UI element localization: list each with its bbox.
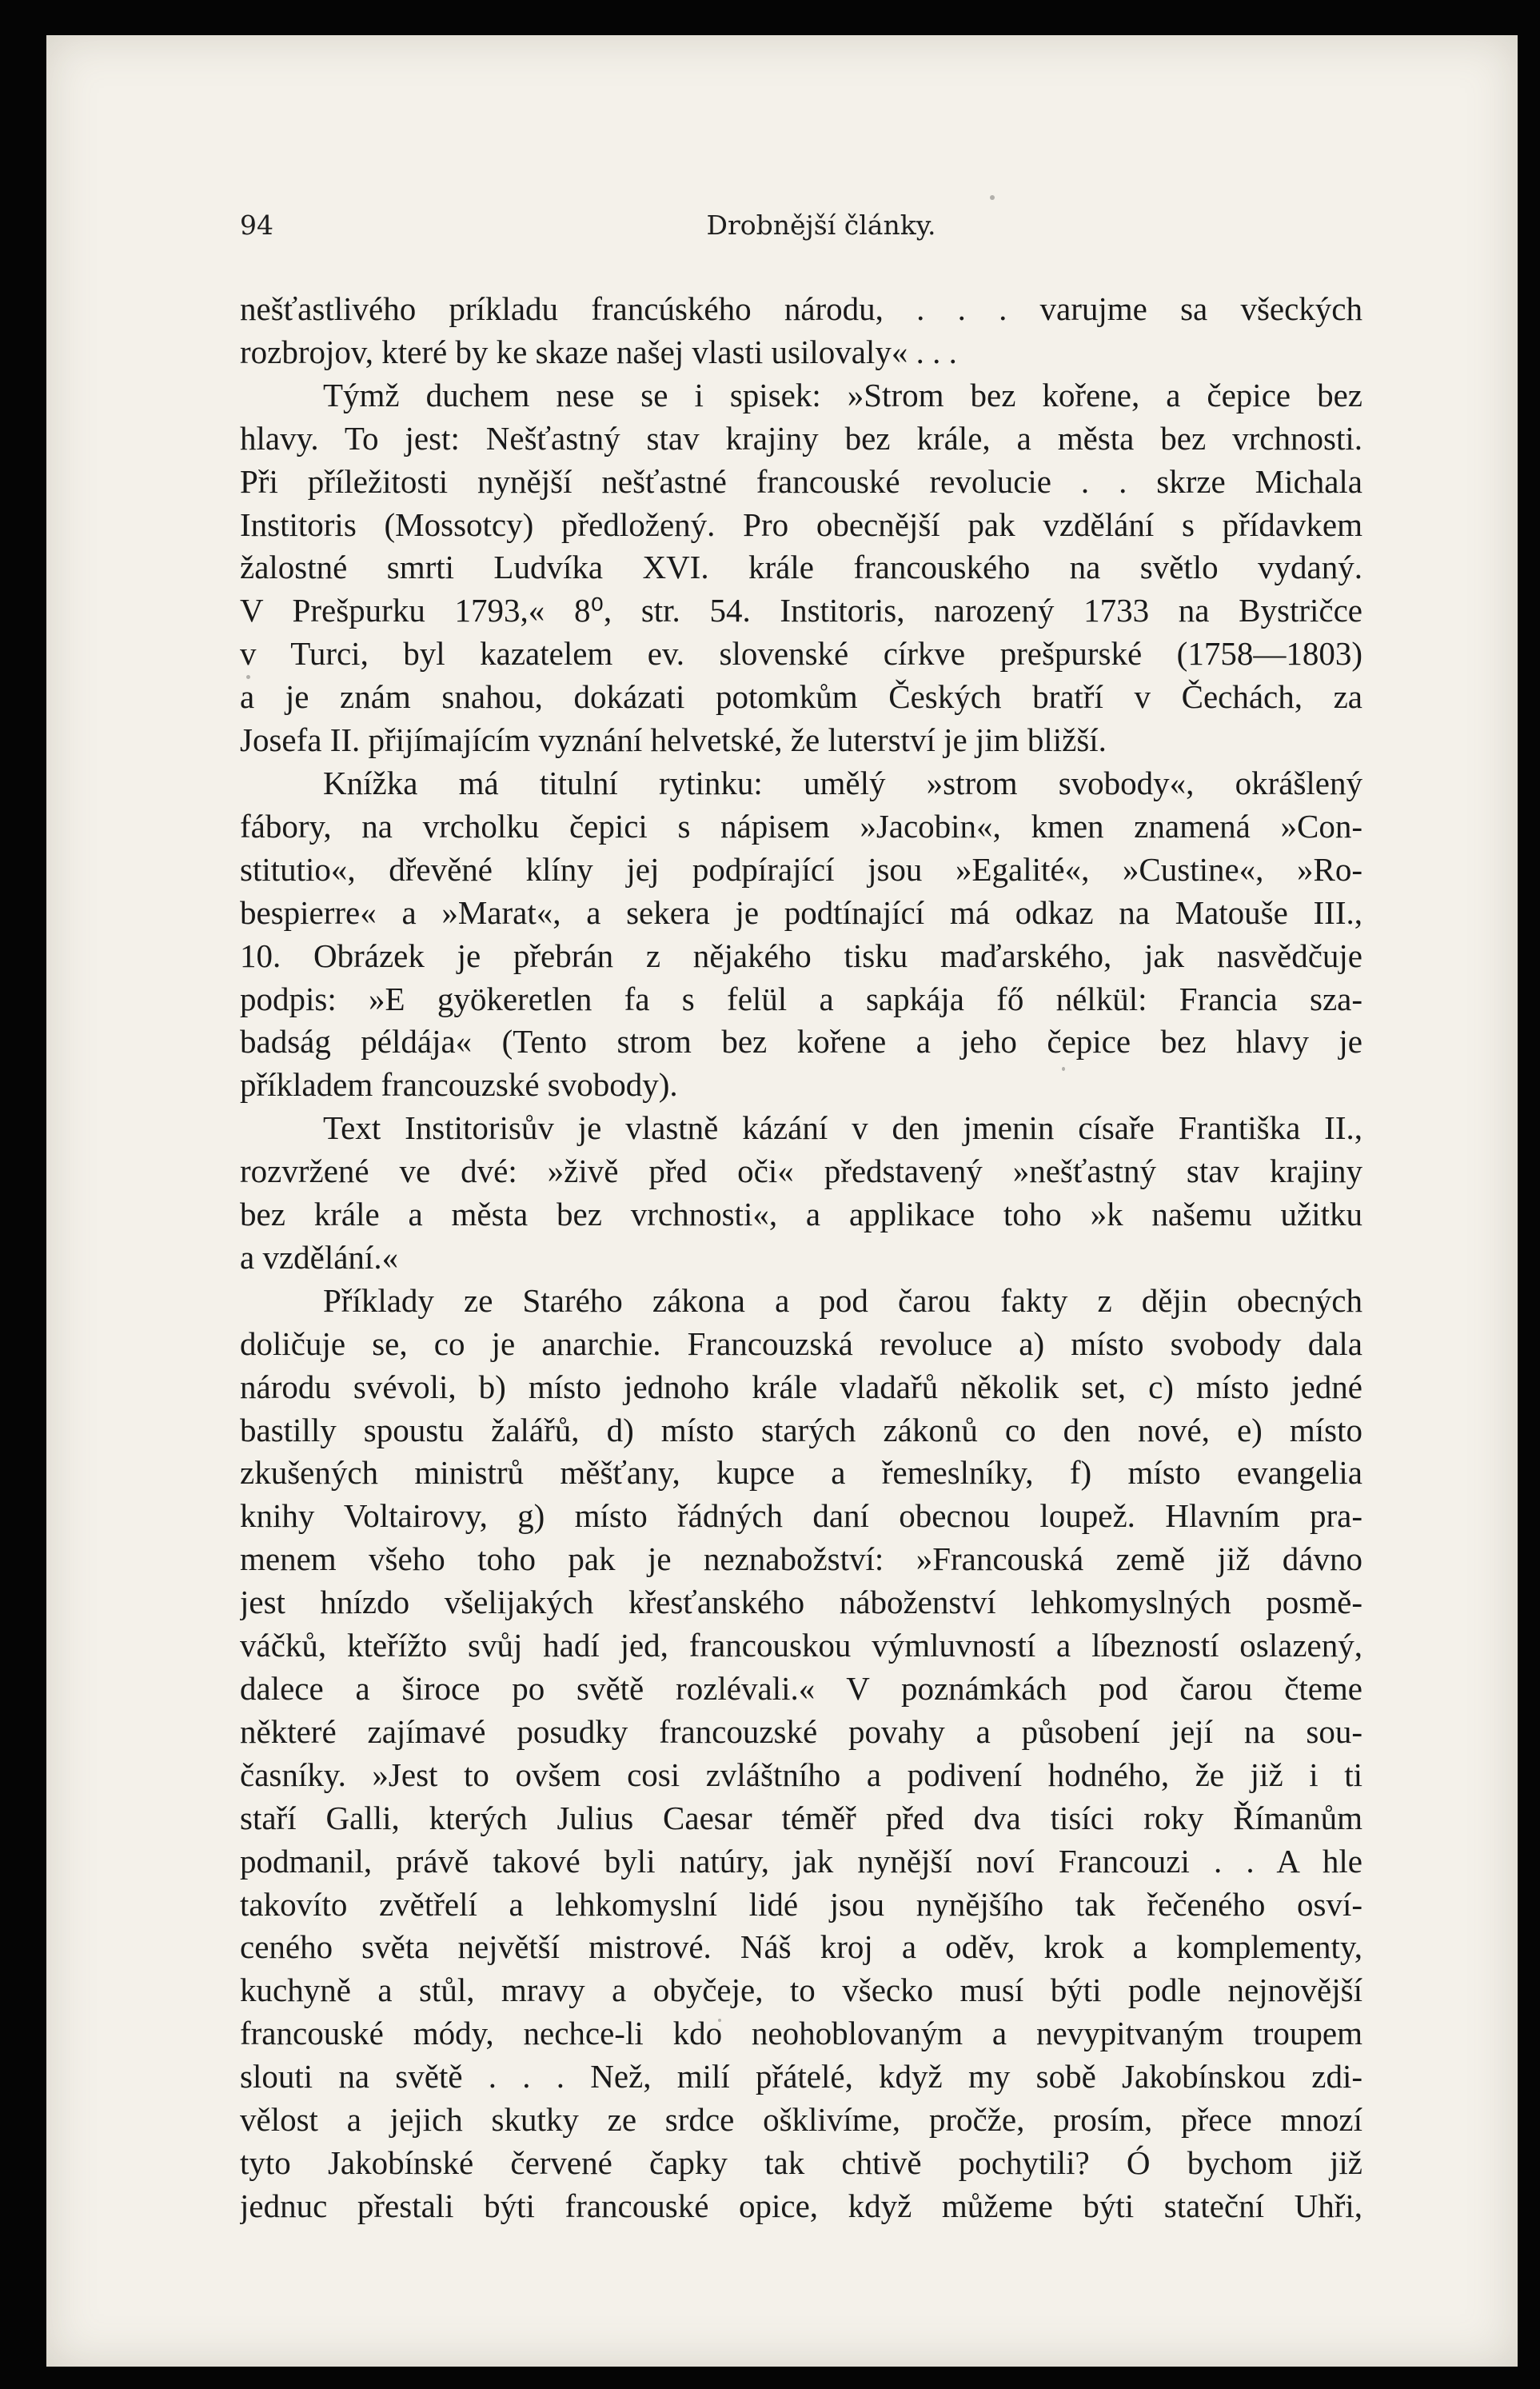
text-line: 10. Obrázek je přebrán z nějakého tisku maďarského, jak nasvědčuje [240,937,1362,974]
text-line: takovíto zvětřelí a lehkomyslní lidé jsou nynějšího tak řečeného osví- [240,1885,1362,1923]
text-line: ceného světa největší mistrové. Náš kroj a oděv, krok a komplementy, [240,1928,1362,1966]
text-line: podpis: »E gyökeretlen fa s felül a sapkája fő nélkül: Francia sza- [240,980,1362,1017]
text-line: rozbrojov, které by ke skaze našej vlasti usilovaly« . . . [240,333,957,370]
text-line: Týmž duchem nese se i spisek: »Strom bez kořene, a čepice bez [323,376,1362,413]
text-line: rozvržené ve dvé: »živě před oči« představený »nešťastný stav krajiny [240,1153,1362,1190]
text-line: Při příležitosti nynější nešťastné francouské revolucie . . skrze Michala [240,462,1362,500]
text-line: národu svévoli, b) místo jednoho krále vladařů několik set, c) místo jedné [240,1368,1362,1405]
text-line: menem všeho toho pak je neznabožství: »Francouská země již dávno [240,1540,1362,1578]
text-line: a je znám snahou, dokázati potomkům Českých bratří v Čechách, za [240,678,1362,716]
text-line: žalostné smrti Ludvíka XVI. krále francouského na světlo vydaný. [240,549,1362,586]
text-line: podmanil, právě takové byli natúry, jak nynější noví Francouzi . . A hle [240,1842,1362,1880]
text-line: jednuc přestali býti francouské opice, když můžeme býti stateční Uhři, [240,2187,1362,2224]
text-line: jest hnízdo všelijakých křesťanského náboženství lehkomyslných posmě- [240,1584,1362,1621]
text-line: v Turci, byl kazatelem ev. slovenské církve prešpurské (1758—1803) [240,635,1362,673]
text-line: hlavy. To jest: Nešťastný stav krajiny bez krále, a města bez vrchnosti. [240,419,1362,457]
text-line: bastilly spoustu žalářů, d) místo starých zákonů co den nové, e) místo [240,1411,1362,1448]
text-line: slouti na světě . . . Než, milí přátelé, když my sobě Jakobínskou zdi- [240,2058,1362,2095]
text-line: váčků, kteřížto svůj hadí jed, francouskou výmluvností a líbezností oslazený, [240,1627,1362,1664]
text-line: bespierre« a »Marat«, a sekera je podtínající má odkaz na Matouše III., [240,893,1362,931]
page-header [240,210,1402,258]
text-line: zkušených ministrů měšťany, kupce a řemeslníky, f) místo evangelia [240,1454,1362,1492]
text-line: V Prešpurku 1793,« 8⁰, str. 54. Institoris, narozený 1733 na Bystričce [240,592,1362,629]
text-line: francouské módy, nechce-li kdo neohoblovaným a nevypitvaným troupem [240,2015,1362,2052]
text-line: Josefa II. přijímajícím vyznání helvetské, že luterství je jim bližší. [240,721,1107,759]
text-line: Institoris (Mossotcy) předložený. Pro obecnější pak vzdělání s přídavkem [240,505,1362,543]
text-line: Text Institorisův je vlastně kázání v den jmenin císaře Františka II., [323,1109,1362,1147]
text-line: staří Galli, kterých Julius Caesar téměř před dva tisíci roky Římanům [240,1799,1362,1836]
text-line: některé zajímavé posudky francouzské povahy a působení její na sou- [240,1712,1362,1750]
text-line: stitutio«, dřevěné klíny jej podpírající jsou »Egalité«, »Custine«, »Ro- [240,850,1362,888]
text-line: časníky. »Jest to ovšem cosi zvláštního a podivení hodného, že již i ti [240,1756,1362,1793]
text-line: doličuje se, co je anarchie. Francouzská revoluce a) místo svobody dala [240,1324,1362,1362]
text-line: kuchyně a stůl, mravy a obyčeje, to všecko musí býti podle nejnovější [240,1972,1362,2009]
text-line: fábory, na vrcholku čepici s nápisem »Jacobin«, kmen znamená »Con- [240,807,1362,845]
text-line: Knížka má titulní rytinku: umělý »strom svobody«, okrášlený [323,764,1362,801]
text-line: badság példája« (Tento strom bez kořene a jeho čepice bez hlavy je [240,1023,1362,1061]
running-title: Drobnější články. [706,210,936,241]
text-line: nešťastlivého príkladu francúského národu, . . . varujme sa všeckých [240,290,1362,327]
text-line: tyto Jakobínské červené čapky tak chtivě pochytili? Ó bychom již [240,2143,1362,2181]
text-line: bez krále a města bez vrchnosti«, a applikace toho »k našemu užitku [240,1196,1362,1233]
text-line: vělost a jejich skutky ze srdce ošklivíme, pročže, prosím, přece mnozí [240,2101,1362,2139]
body-text [240,288,1362,2228]
text-line: Příklady ze Starého zákona a pod čarou fakty z dějin obecných [323,1281,1362,1319]
dust-speck [990,195,995,200]
text-line: knihy Voltairovy, g) místo řádných daní obecnou loupež. Hlavním pra- [240,1497,1362,1535]
text-line: dalece a široce po světě rozlévali.« V poznámkách pod čarou čteme [240,1670,1362,1707]
page-number: 94 [240,210,273,241]
text-line: a vzdělání.« [240,1238,399,1276]
text-line: příkladem francouzské svobody). [240,1066,678,1104]
